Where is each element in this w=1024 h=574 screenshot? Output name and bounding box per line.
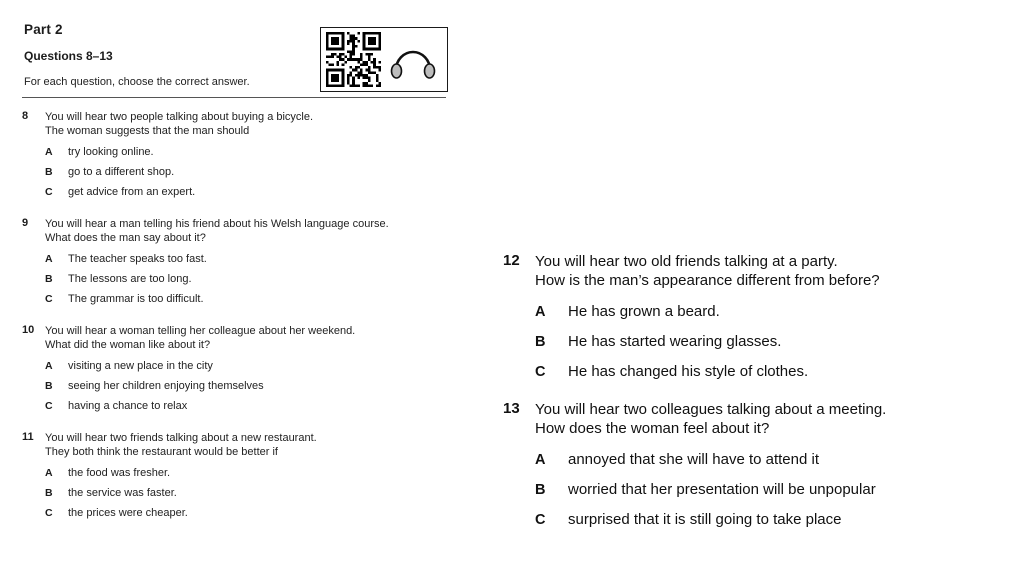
part-title: Part 2 [24, 22, 63, 37]
options-list [45, 146, 313, 198]
option-letter: A [45, 467, 53, 479]
options-list [45, 467, 317, 519]
question-11 [22, 431, 457, 519]
option-text: The grammar is too difficult. [68, 293, 204, 305]
headphones-icon [388, 37, 438, 83]
option-letter: C [45, 186, 53, 198]
option-letter: B [45, 380, 53, 392]
question-intro: You will hear two colleagues talking about a meeting. [535, 401, 887, 418]
option-row [45, 186, 313, 198]
header-divider [22, 97, 446, 98]
question-number: 11 [22, 431, 34, 443]
option-row [535, 363, 880, 380]
option-text: the food was fresher. [68, 467, 171, 479]
option-letter: A [535, 304, 546, 320]
option-letter: B [535, 482, 546, 498]
option-row [45, 273, 389, 285]
option-text: try looking online. [68, 146, 154, 158]
option-row [45, 380, 355, 392]
option-letter: A [45, 253, 53, 265]
option-row [45, 146, 313, 158]
option-text: worried that her presentation will be unpopular [568, 481, 876, 498]
options-list [535, 451, 886, 528]
question-prompt: They both think the restaurant would be better if [45, 446, 278, 458]
question-9 [22, 217, 457, 305]
option-letter: B [45, 166, 53, 178]
option-letter: C [535, 512, 546, 528]
question-intro: You will hear a woman telling her colleague about her weekend. [45, 325, 356, 337]
option-row [45, 507, 317, 519]
option-row [45, 253, 389, 265]
option-text: go to a different shop. [68, 166, 175, 178]
question-prompt: What does the man say about it? [45, 232, 206, 244]
options-list [45, 253, 389, 305]
options-list [535, 303, 880, 380]
question-prompt: How is the man’s appearance different from before? [535, 272, 880, 289]
question-prompt: What did the woman like about it? [45, 339, 211, 351]
option-letter: B [45, 487, 53, 499]
option-row [535, 451, 886, 468]
question-10 [22, 324, 457, 412]
option-row [45, 400, 355, 412]
option-row [45, 467, 317, 479]
qr-code-icon [326, 32, 381, 87]
option-text: visiting a new place in the city [68, 360, 213, 372]
question-8 [22, 110, 457, 198]
option-letter: C [45, 400, 53, 412]
option-text: having a chance to relax [68, 400, 188, 412]
questions-left-column [22, 110, 457, 538]
option-letter: B [45, 273, 53, 285]
question-prompt: How does the woman feel about it? [535, 420, 770, 437]
option-row [45, 360, 355, 372]
option-row [45, 166, 313, 178]
question-prompt: The woman suggests that the man should [45, 125, 250, 137]
option-row [535, 481, 886, 498]
question-intro: You will hear a man telling his friend about his Welsh language course. [45, 218, 389, 230]
question-intro: You will hear two friends talking about a new restaurant. [45, 432, 317, 444]
qr-wrap [326, 32, 381, 87]
question-number: 8 [22, 110, 29, 122]
option-text: He has changed his style of clothes. [568, 363, 809, 380]
option-row [45, 487, 317, 499]
option-text: annoyed that she will have to attend it [568, 451, 820, 468]
question-number: 10 [22, 324, 35, 336]
option-text: seeing her children enjoying themselves [68, 380, 264, 392]
question-number: 13 [503, 400, 520, 417]
question-12 [503, 252, 963, 380]
option-letter: C [535, 364, 546, 380]
option-letter: C [45, 293, 53, 305]
option-text: surprised that it is still going to take place [568, 511, 842, 528]
phones-wrap [387, 36, 439, 84]
questions-range: Questions 8–13 [24, 49, 113, 63]
option-letter: C [45, 507, 53, 519]
option-text: He has grown a beard. [568, 303, 720, 320]
question-intro: You will hear two old friends talking at a party. [535, 253, 838, 270]
questions-right-column [503, 252, 963, 548]
option-letter: A [45, 146, 53, 158]
option-text: the service was faster. [68, 487, 177, 499]
option-text: The lessons are too long. [68, 273, 192, 285]
option-text: the prices were cheaper. [68, 507, 188, 519]
option-letter: A [535, 452, 546, 468]
option-row [535, 303, 880, 320]
option-row [45, 293, 389, 305]
question-13 [503, 400, 963, 528]
question-number: 9 [22, 217, 29, 229]
option-row [535, 511, 886, 528]
instruction-text: For each question, choose the correct answer. [24, 76, 250, 88]
option-text: get advice from an expert. [68, 186, 196, 198]
question-intro: You will hear two people talking about buying a bicycle. [45, 111, 314, 123]
option-row [535, 333, 880, 350]
option-letter: A [45, 360, 53, 372]
options-list [45, 360, 355, 412]
option-text: He has started wearing glasses. [568, 333, 782, 350]
media-box [320, 27, 448, 92]
question-number: 12 [503, 252, 520, 269]
option-letter: B [535, 334, 546, 350]
option-text: The teacher speaks too fast. [68, 253, 207, 265]
